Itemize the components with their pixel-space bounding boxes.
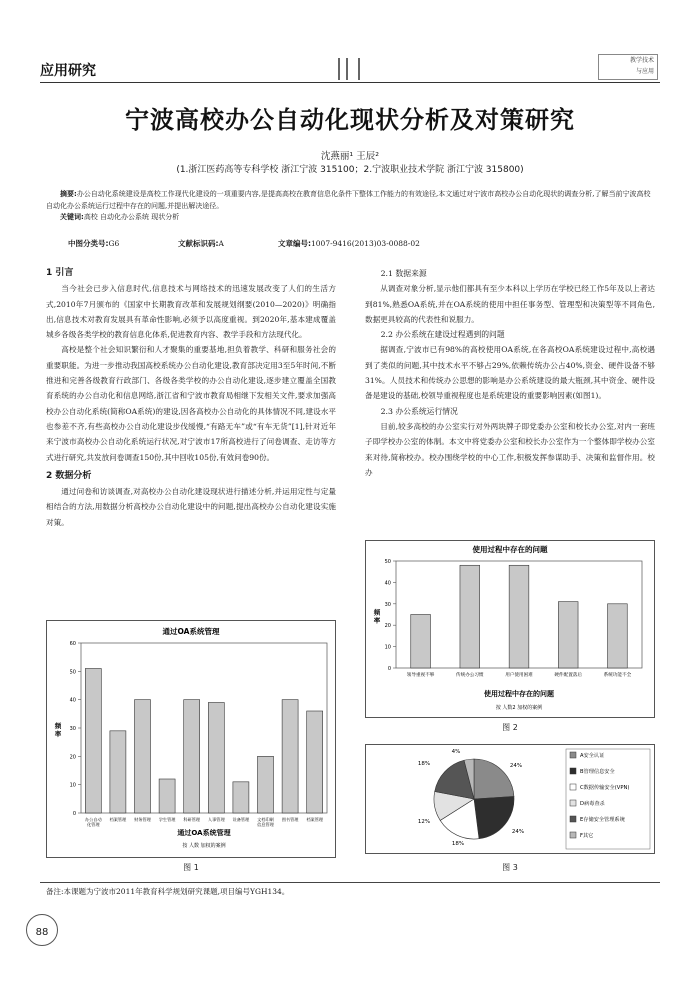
legend-label: E存储安全管理系统 [580, 817, 625, 823]
article-authors: 沈燕丽¹ 王辰² [320, 151, 380, 162]
y-tick-label: 40 [69, 697, 76, 704]
abstract-block [46, 189, 654, 224]
x-tick-label: 档案管理 [109, 817, 127, 822]
x-tick-label: 办公自动化管理 [84, 817, 102, 828]
chart-note: 按 人数 加权的案例 [182, 843, 226, 849]
keywords-label: 关键词: [60, 213, 84, 221]
section-1-paragraph-1: 当今社会已步入信息时代,信息技术与网络技术的迅速发展改变了人们的生活方式,2010年7月颁布的《国家中长期教育改革和发展规划纲要(2010—2020)》明确指出,信息技术对教育发展具有革命性影响,必须予以高度重视。到2020年,基本建成覆盖城乡各级各类学校的教育信息化体系,促进教育内容、教学手段和方法现代化。 [46, 284, 336, 340]
bar [558, 602, 578, 668]
bar [233, 782, 249, 813]
y-tick-label: 0 [72, 811, 76, 817]
figure-2-chart [366, 541, 654, 717]
journal-logo [598, 54, 658, 80]
y-tick-label: 50 [69, 669, 76, 676]
section-1-heading: 1 引言 [46, 268, 74, 278]
y-axis-label: 频率 [54, 722, 62, 738]
bar [85, 669, 101, 814]
y-tick-label: 20 [69, 754, 76, 761]
x-tick-label: 用户使用困难 [505, 673, 533, 678]
chart-note: 按 人数2 加权的案例 [495, 705, 543, 711]
x-tick-label: 系统功能不全 [603, 673, 632, 678]
pie-value-label: 12% [417, 819, 431, 825]
x-tick-label: 设备管理 [232, 817, 250, 822]
footnote: 备注:本课题为宁波市2011年教育科学规划研究课题,项目编号YGH134。 [46, 887, 290, 896]
figure-2-caption: 图 2 [502, 723, 518, 732]
y-tick-label: 10 [69, 782, 76, 789]
figure-1-chart [47, 621, 335, 857]
article-affiliations: (1.浙江医药高等专科学校 浙江宁波 315100；2.宁波职业技术学院 浙江宁波 315800) [176, 165, 524, 175]
bar [208, 703, 224, 814]
figure-2-frame [365, 540, 655, 718]
y-tick-label: 60 [69, 641, 76, 647]
legend-label: F其它 [580, 833, 594, 839]
section-2-1-heading: 2.1 数据来源 [380, 269, 427, 278]
section-label: 应用研究 [40, 63, 96, 79]
chart-title: 使用过程中存在的问题 [472, 545, 548, 554]
x-tick-label: 图书管理 [281, 817, 299, 822]
clc-info: 中图分类号:G6 [68, 239, 120, 248]
bar [135, 700, 151, 813]
logo-line-1: 教学技术 [629, 57, 654, 64]
logo-line-2: 与应用 [635, 68, 654, 75]
x-tick-label: 硬件配置落后 [554, 673, 582, 678]
header-rule [40, 82, 660, 83]
y-axis-label: 频率 [373, 608, 381, 625]
bar [460, 565, 480, 668]
bar [184, 700, 200, 813]
section-1-paragraph-2: 高校是整个社会知识繁衍和人才聚集的重要基地,担负着教学、科研和服务社会的重要职能。为进一步推动我国高校系统办公自动化建设,教育部决定用3至5年时间,不断推进和完善各级教育行政部门、各级各类学校的办公自动化建设,逐步建立覆盖全国教育系统的办公自动化和信息网络,浙江省和宁波市教育局相继下发相关文件,要求加强高校办公自动化系统(简称OA系统)的建设,因各高校办公自动化的具体情况不同,建设水平也参差不齐,有些高校办公自动化建设步伐缓慢,“有路无车”或“有车无货”[1],针对近年来宁波市高校办公自动化系统运行状况,对宁波市17所高校进行了问卷调查、走访等方式进行研究,共发放问卷调查150份,其中回收105份,有效问卷90份。 [46, 345, 336, 462]
bar [282, 700, 298, 813]
bar [608, 604, 628, 668]
legend-box [566, 749, 650, 849]
figure-1-caption: 图 1 [183, 863, 199, 872]
abstract-label: 摘要: [60, 190, 77, 198]
section-2-2-heading: 2.2 办公系统在建设过程遇到的问题 [380, 330, 505, 340]
figure-3-chart [366, 745, 654, 853]
bar [307, 711, 323, 813]
x-tick-label: 科研管理 [183, 817, 201, 822]
bar [411, 615, 431, 669]
x-axis-label: 使用过程中存在的问题 [484, 690, 554, 698]
bar [110, 731, 126, 813]
x-tick-label: 文档印刷信息管理 [257, 817, 274, 828]
legend-swatch [570, 816, 576, 822]
legend-swatch [570, 768, 576, 774]
footnote-rule [40, 882, 660, 883]
section-2-2-paragraph: 据调查,宁波市已有98%的高校使用OA系统,在各高校OA系统建设过程中,高校遇到了类似的问题,其中技术水平不够占29%,依赖传统办公占40%,资金、硬件设备不够31%。人员技术和传统办公思想的影响是办公系统建设的最大瓶颈,其中资金、硬件设备是建设的基础,校领导重视程度也是系统建设的重要影响因素(如图1)。 [365, 345, 655, 401]
y-tick-label: 0 [387, 666, 391, 672]
pie-value-label: 18% [451, 841, 465, 847]
figure-3-caption: 图 3 [502, 863, 518, 872]
chart-title: 通过OA系统管理 [162, 627, 220, 636]
x-tick-label: 档案管理 [306, 817, 324, 822]
x-tick-label: 传统办公习惯 [456, 673, 484, 678]
section-2-heading: 2 数据分析 [46, 470, 92, 481]
x-axis-label: 通过OA系统管理 [177, 829, 231, 837]
legend-swatch [570, 832, 576, 838]
x-tick-label: 学生管理 [158, 817, 176, 822]
bar [509, 565, 529, 668]
y-tick-label: 10 [384, 644, 391, 651]
pie-value-label: 24% [509, 763, 523, 769]
figure-3-frame [365, 744, 655, 854]
header-decoration [338, 58, 360, 80]
figure-1-frame [46, 620, 336, 858]
section-2-paragraph-1: 通过问卷和访谈调查,对高校办公自动化建设现状进行描述分析,并运用定性与定量相结合的方法,用数据分析高校办公自动化建设中的问题,提出高校办公自动化建设实施对策。 [46, 487, 336, 527]
legend-label: A安全认证 [580, 753, 605, 759]
section-2-1-paragraph: 从调查对象分析,显示他们都具有至少本科以上学历在学校已经工作5年及以上者达到81%,熟悉OA系统,并在OA系统的使用中担任事务型、管理型和决策型等不同角色,数据更具较高的代表性和说服力。 [365, 284, 655, 324]
bar [159, 779, 175, 813]
pie-value-label: 4% [451, 749, 461, 755]
page-number: 88 [35, 927, 49, 938]
pie-value-label: 24% [511, 829, 525, 835]
legend-swatch [570, 800, 576, 806]
legend-label: D病毒查杀 [580, 801, 605, 807]
doc-code-info: 文献标识码:A [178, 239, 224, 248]
legend-label: C数据传输安全(VPN) [580, 785, 630, 791]
legend-label: B管理信息安全 [580, 769, 615, 775]
y-tick-label: 40 [384, 580, 391, 587]
y-tick-label: 30 [384, 601, 391, 608]
x-tick-label: 财务管理 [134, 817, 151, 822]
y-tick-label: 30 [69, 726, 76, 732]
x-tick-label: 人事管理 [207, 817, 225, 822]
legend-swatch [570, 784, 576, 790]
x-tick-label: 领导重视不够 [406, 673, 435, 678]
right-column [365, 266, 655, 480]
legend-swatch [570, 752, 576, 758]
bar [258, 756, 274, 813]
keywords-text: 高校 自动化办公系统 现状分析 [83, 213, 180, 221]
article-number-info: 文章编号:1007-9416(2013)03-0088-02 [278, 239, 420, 248]
pie-slice [474, 759, 514, 799]
left-column [46, 266, 336, 530]
page-number-badge [26, 914, 58, 946]
pie-slice [474, 796, 514, 838]
pie-value-label: 18% [417, 761, 431, 767]
y-tick-label: 50 [384, 559, 391, 565]
abstract-text: 办公自动化系统建设是高校工作现代化建设的一项重要内容,是提高高校在教育信息化条件下整体工作能力的有效途径,本文通过对宁波市高校办公自动化现状的调查分析,了解当前宁波高校自动化办公系统运行过程中存在的问题,并提出解决途径。 [46, 190, 651, 210]
y-tick-label: 20 [384, 623, 391, 630]
section-2-3-paragraph: 目前,较多高校的办公室实行对外两块牌子即党委办公室和校长办公室,对内一套班子即学校办公室的体制。本文中将党委办公室和校长办公室作为一个整体即学校办公室来对待,简称校办。校办围绕学校的中心工作,积极发挥参谋助手、决策和监督作用。校办 [365, 421, 655, 477]
article-title: 宁波高校办公自动化现状分析及对策研究 [125, 106, 575, 134]
section-2-3-heading: 2.3 办公系统运行情况 [380, 406, 458, 416]
